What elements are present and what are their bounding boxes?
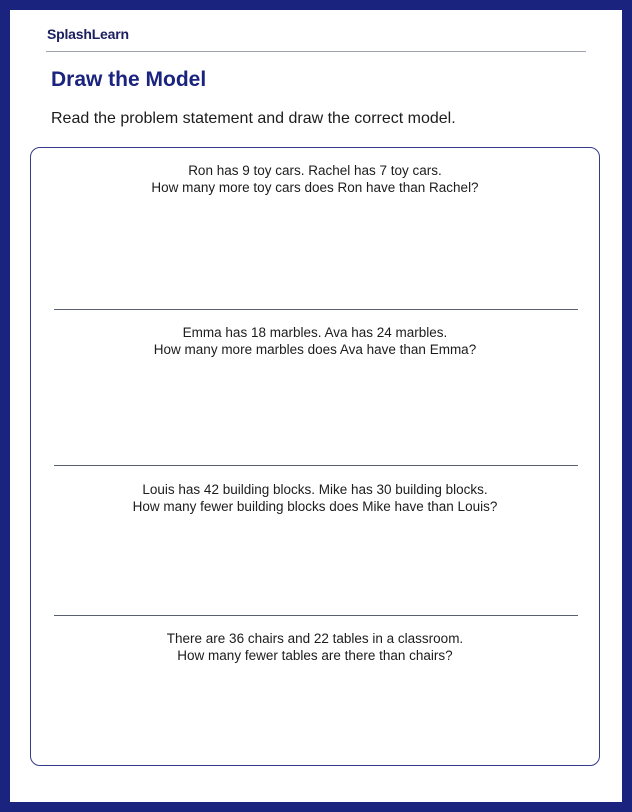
problem-4-statement: There are 36 chairs and 22 tables in a classroom. — [166, 631, 464, 646]
problem-3-question: How many fewer building blocks does Mike have than Louis? — [132, 499, 498, 514]
problem-2-statement: Emma has 18 marbles. Ava has 24 marbles. — [182, 325, 448, 340]
worksheet-title: Draw the Model — [51, 68, 207, 91]
brand-logo: SplashLearn — [47, 26, 129, 42]
problem-1-question: How many more toy cars does Ron have than Rachel? — [151, 180, 479, 195]
answer-area-divider — [54, 309, 578, 310]
problem-3 — [31, 481, 599, 515]
problems-box — [30, 147, 600, 766]
worksheet-page — [10, 10, 622, 802]
problem-4 — [31, 630, 599, 664]
header-divider — [46, 51, 586, 52]
problem-1-statement: Ron has 9 toy cars. Rachel has 7 toy cars. — [188, 163, 442, 178]
problem-1 — [31, 162, 599, 196]
worksheet-instruction: Read the problem statement and draw the correct model. — [51, 110, 456, 127]
problem-3-statement: Louis has 42 building blocks. Mike has 30 building blocks. — [142, 482, 488, 497]
problem-2 — [31, 324, 599, 358]
answer-area-divider — [54, 465, 578, 466]
problem-4-question: How many fewer tables are there than chairs? — [177, 648, 453, 663]
problem-2-question: How many more marbles does Ava have than Emma? — [153, 342, 477, 357]
answer-area-divider — [54, 615, 578, 616]
